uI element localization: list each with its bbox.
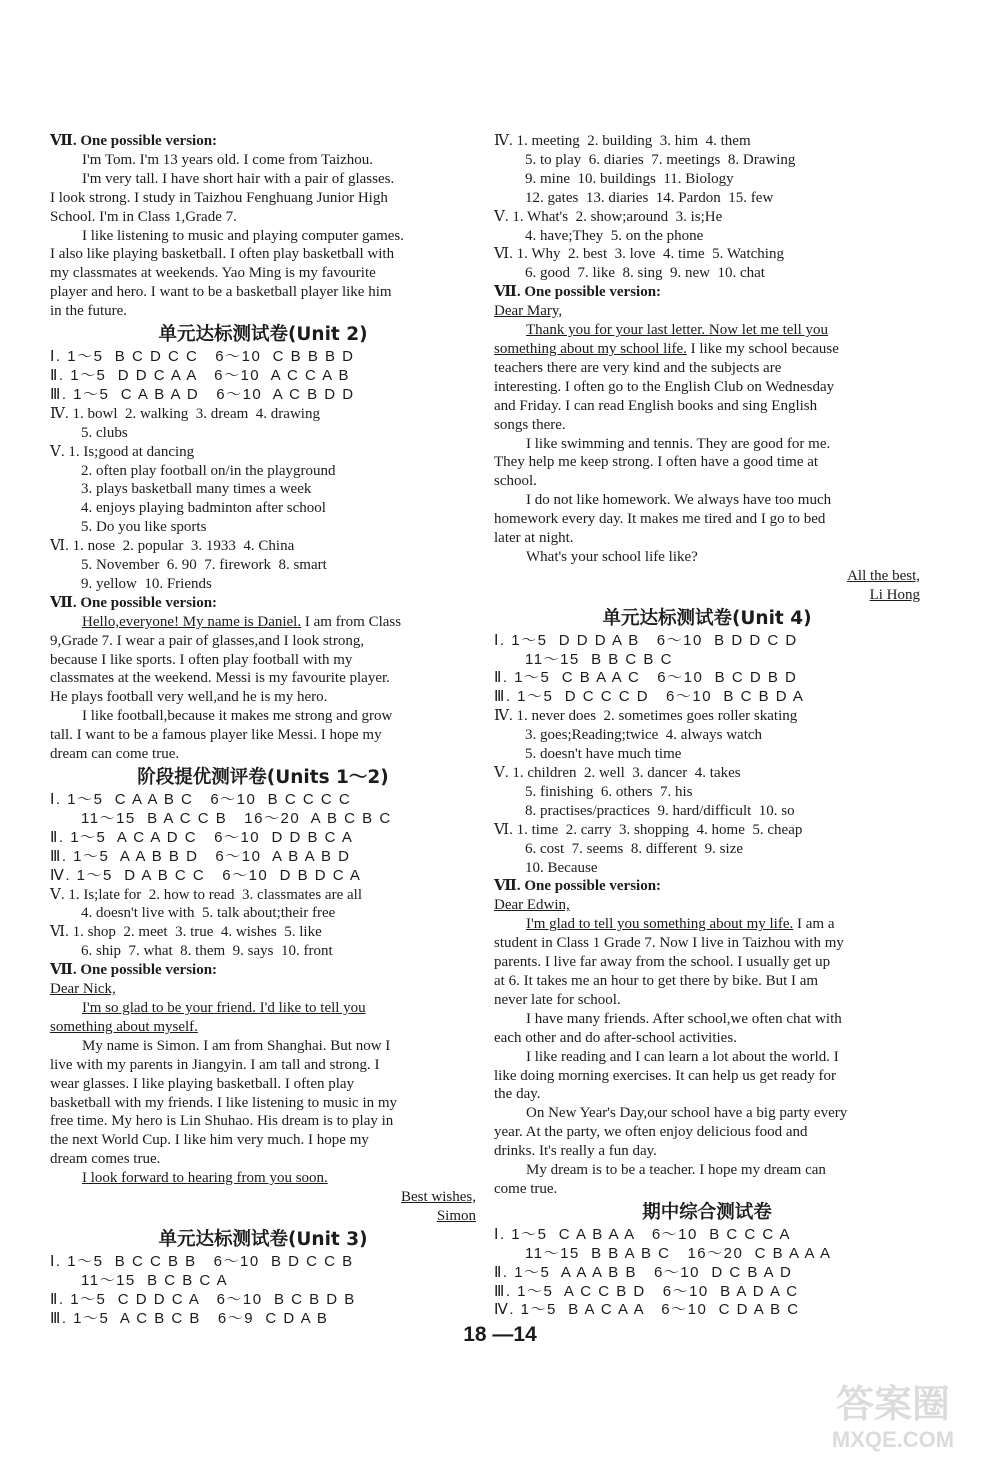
essay-line: He plays football very well,and he is my hero. [50, 689, 328, 706]
midterm-title: 期中综合测试卷 [642, 1201, 772, 1223]
answer-row: Ⅴ. 1. Is;good at dancing [50, 443, 195, 460]
underlined-sentence: something about myself. [50, 1018, 198, 1035]
letter-greeting: Dear Nick, [50, 981, 116, 998]
answer-row: Ⅲ. 1～5 A C B C B 6～9 C D A B [50, 1309, 329, 1327]
section-heading: Ⅶ. One possible version: [494, 878, 662, 895]
answer-row: 3. goes;Reading;twice 4. always watch [525, 727, 763, 744]
answer-row: Ⅱ. 1～5 C B A A C 6～10 B C D B D [494, 669, 798, 687]
essay-line: What's your school life like? [526, 548, 698, 565]
answer-row: 9. yellow 10. Friends [81, 575, 212, 592]
letter-signature: Li Hong [869, 586, 920, 603]
essay-line: classmates at the weekend. Messi is my favourite player. [50, 670, 390, 687]
letter-greeting: Dear Mary, [494, 303, 563, 320]
underlined-sentence: I'm glad to tell you something about my life. [526, 916, 794, 933]
essay-line: My name is Simon. I am from Shanghai. But now I [82, 1037, 391, 1054]
essay-line: interesting. I often go to the English Club on Wednesday [494, 378, 835, 395]
essay-line: My dream is to be a teacher. I hope my dream can [526, 1162, 826, 1179]
underlined-sentence: something about my school life. [494, 340, 687, 357]
essay-line: I'm Tom. I'm 13 years old. I come from Taizhou. [82, 151, 374, 168]
answer-row: Ⅳ. 1. bowl 2. walking 3. dream 4. drawing [50, 405, 320, 422]
essay-line: year. At the party, we often enjoy delicious food and [494, 1124, 808, 1141]
answer-row: 11～15 B A C C B 16～20 A B C B C [81, 809, 392, 827]
essay-text: I like my school because [686, 340, 839, 357]
answer-row: 5. finishing 6. others 7. his [525, 783, 693, 800]
watermark-logo [814, 1367, 972, 1457]
answer-row: 4. doesn't live with 5. talk about;their free [81, 905, 336, 922]
answer-row: Ⅰ. 1～5 C A B A A 6～10 B C C C A [494, 1225, 792, 1243]
watermark-url: MXQE.COM [831, 1427, 955, 1452]
essay-line: later at night. [494, 530, 574, 547]
essay-line: the day. [494, 1086, 541, 1103]
answer-row: 5. November 6. 90 7. firework 8. smart [81, 557, 327, 574]
answer-row: Ⅴ. 1. What's 2. show;around 3. is;He [494, 208, 723, 225]
answer-row: Ⅱ. 1～5 A C A D C 6～10 D D B C A [50, 828, 354, 846]
unit2-title: 单元达标测试卷(Unit 2) [158, 324, 368, 346]
essay-line: each other and do after-school activities. [494, 1029, 737, 1046]
essay-line: at 6. It takes me an hour to get there by bike. But I am [494, 972, 819, 989]
answer-row: 3. plays basketball many times a week [81, 481, 312, 498]
answer-row: Ⅵ. 1. Why 2. best 3. love 4. time 5. Watching [494, 246, 784, 263]
essay-line: I look strong. I study in Taizhou Fenghuang Junior High [50, 189, 388, 206]
essay-line: basketball with my friends. I like listening to music in my [50, 1094, 398, 1111]
section-heading: Ⅶ. One possible version: [50, 133, 218, 149]
essay-text: I am from Class [301, 613, 402, 630]
answer-row: Ⅰ. 1～5 B C C B B 6～10 B D C C B [50, 1252, 354, 1270]
answer-row: Ⅲ. 1～5 D C C C D 6～10 B C B D A [494, 688, 805, 706]
essay-line: in the future. [50, 303, 128, 320]
answer-row: Ⅰ. 1～5 B C D C C 6～10 C B B B D [50, 348, 355, 366]
answer-row: 11～15 B B A B C 16～20 C B A A A [525, 1244, 832, 1262]
answer-row: 5. Do you like sports [81, 519, 207, 536]
answer-row: Ⅳ. 1. never does 2. sometimes goes roller skating [494, 708, 798, 725]
essay-line [50, 613, 476, 632]
section-heading: Ⅶ. One possible version: [50, 962, 218, 979]
essay-line: I have many friends. After school,we often chat with [526, 1010, 842, 1027]
answer-row: 11～15 B C B C A [81, 1271, 229, 1289]
essay-line: free time. My hero is Lin Shuhao. His dream is to play in [50, 1113, 394, 1130]
answer-row: 6. ship 7. what 8. them 9. says 10. front [81, 943, 333, 960]
answer-row: Ⅱ. 1～5 A A A B B 6～10 D C B A D [494, 1263, 793, 1281]
essay-line: and Friday. I can read English books and sing English [494, 397, 818, 414]
answer-row: Ⅲ. 1～5 A A B B D 6～10 A B A B D [50, 847, 351, 865]
answer-row: Ⅲ. 1～5 C A B A D 6～10 A C B D D [50, 385, 355, 403]
answer-row: 11～15 B B C B C [525, 650, 673, 668]
answer-row: Ⅱ. 1～5 D D C A A 6～10 A C C A B [50, 366, 351, 384]
answer-row: Ⅱ. 1～5 C D D C A 6～10 B C B D B [50, 1290, 356, 1308]
underlined-sentence: I'm so glad to be your friend. I'd like to tell you [82, 999, 366, 1016]
answer-row: 5. to play 6. diaries 7. meetings 8. Drawing [525, 151, 796, 168]
answer-row: Ⅴ. 1. Is;late for 2. how to read 3. classmates are all [50, 886, 362, 903]
essay-line: student in Class 1 Grade 7. Now I live in Taizhou with my [494, 935, 844, 952]
letter-closing: Best wishes, [401, 1189, 476, 1206]
answer-row: 6. cost 7. seems 8. different 9. size [525, 840, 744, 857]
essay-line: I like listening to music and playing computer games. [82, 227, 405, 244]
units12-title: 阶段提优测评卷(Units 1～2) [137, 767, 389, 788]
answer-row: Ⅴ. 1. children 2. well 3. dancer 4. takes [494, 765, 741, 781]
answer-row: Ⅳ. 1～5 D A B C C 6～10 D B D C A [50, 866, 362, 884]
answer-row: Ⅵ. 1. time 2. carry 3. shopping 4. home 5. cheap [494, 821, 803, 838]
essay-line: I do not like homework. We always have too much [526, 492, 832, 509]
answer-row: 12. gates 13. diaries 14. Pardon 15. few [525, 189, 774, 206]
essay-line: like doing morning exercises. It can help us get ready for [494, 1067, 836, 1084]
essay-line: tall. I want to be a famous player like Messi. I hope my [50, 727, 382, 744]
answer-row: 10. Because [525, 859, 598, 876]
underlined-sentence: I look forward to hearing from you soon. [82, 1170, 328, 1187]
unit3-title: 单元达标测试卷(Unit 3) [158, 1228, 368, 1250]
answer-row: 6. good 7. like 8. sing 9. new 10. chat [525, 265, 765, 282]
essay-line: my classmates at weekends. Yao Ming is my favourite [50, 265, 376, 282]
answer-row: Ⅲ. 1～5 A C C B D 6～10 B A D A C [494, 1282, 799, 1300]
essay-line: 9,Grade 7. I wear a pair of glasses,and I look strong, [50, 632, 365, 649]
essay-line: live with my parents in Jiangyin. I am tall and strong. I [50, 1056, 380, 1073]
section-heading: Ⅶ. One possible version: [494, 284, 662, 301]
essay-line: school. [494, 473, 537, 490]
answer-row: 4. have;They 5. on the phone [525, 227, 704, 244]
watermark-text: 答案圈 [835, 1382, 951, 1426]
answer-row: 5. doesn't have much time [525, 746, 682, 763]
letter-signature: Simon [436, 1207, 476, 1224]
underlined-sentence: Hello,everyone! My name is Daniel. [82, 613, 302, 630]
essay-line [494, 915, 920, 934]
answer-row: 2. often play football on/in the playground [81, 462, 336, 479]
essay-line: dream can come true. [50, 746, 180, 763]
essay-line: drinks. It's really a fun day. [494, 1143, 657, 1160]
essay-line: School. I'm in Class 1,Grade 7. [50, 208, 237, 225]
letter-greeting: Dear Edwin, [494, 897, 570, 914]
essay-line: parents. I live far away from the school. I usually get up [494, 954, 831, 971]
essay-line: teachers there are very kind and the subjects are [494, 359, 782, 376]
essay-line: player and hero. I want to be a basketball player like him [50, 284, 392, 301]
answer-row: Ⅵ. 1. nose 2. popular 3. 1933 4. China [50, 538, 295, 555]
essay-line: homework every day. It makes me tired and I go to bed [494, 511, 826, 528]
answer-row: Ⅳ. 1～5 B A C A A 6～10 C D A B C [494, 1301, 800, 1319]
essay-line: because I like sports. I often play football with my [50, 651, 353, 668]
page-number: 18 —14 [463, 1323, 537, 1346]
underlined-sentence: Thank you for your last letter. Now let me tell you [526, 322, 829, 339]
right-column [494, 132, 920, 1320]
answer-row: 8. practises/practices 9. hard/difficult 10. so [525, 802, 795, 819]
answer-row: Ⅰ. 1～5 C A A B C 6～10 B C C C C [50, 791, 352, 808]
answer-row: Ⅵ. 1. shop 2. meet 3. true 4. wishes 5. like [50, 924, 322, 941]
answer-row: Ⅳ. 1. meeting 2. building 3. him 4. them [494, 133, 751, 149]
essay-line: I like swimming and tennis. They are good for me. [526, 435, 831, 452]
essay-line: On New Year's Day,our school have a big party every [526, 1105, 848, 1122]
essay-line: wear glasses. I like playing basketball. I often play [50, 1075, 355, 1092]
essay-line: the next World Cup. I like him very much. I hope my [50, 1132, 369, 1149]
left-column [50, 132, 476, 1328]
essay-line: come true. [494, 1180, 558, 1197]
answer-row: 4. enjoys playing badminton after school [81, 500, 326, 517]
essay-line: I also like playing basketball. I often play basketball with [50, 246, 395, 263]
answer-row: 9. mine 10. buildings 11. Biology [525, 170, 734, 187]
essay-line: dream comes true. [50, 1151, 161, 1168]
answer-row: 5. clubs [81, 424, 128, 441]
essay-line [494, 340, 920, 359]
section-heading: Ⅶ. One possible version: [50, 594, 218, 611]
essay-line: songs there. [494, 416, 566, 433]
essay-line: never late for school. [494, 991, 621, 1008]
essay-line: They help me keep strong. I often have a good time at [494, 454, 819, 471]
essay-line: I like reading and I can learn a lot about the world. I [526, 1048, 839, 1065]
unit4-title: 单元达标测试卷(Unit 4) [602, 607, 812, 629]
essay-line: I'm very tall. I have short hair with a pair of glasses. [82, 170, 395, 187]
essay-line: I like football,because it makes me strong and grow [82, 708, 393, 725]
letter-closing: All the best, [847, 567, 920, 584]
answer-row: Ⅰ. 1～5 D D D A B 6～10 B D D C D [494, 631, 798, 649]
essay-text: I am a [793, 916, 835, 933]
